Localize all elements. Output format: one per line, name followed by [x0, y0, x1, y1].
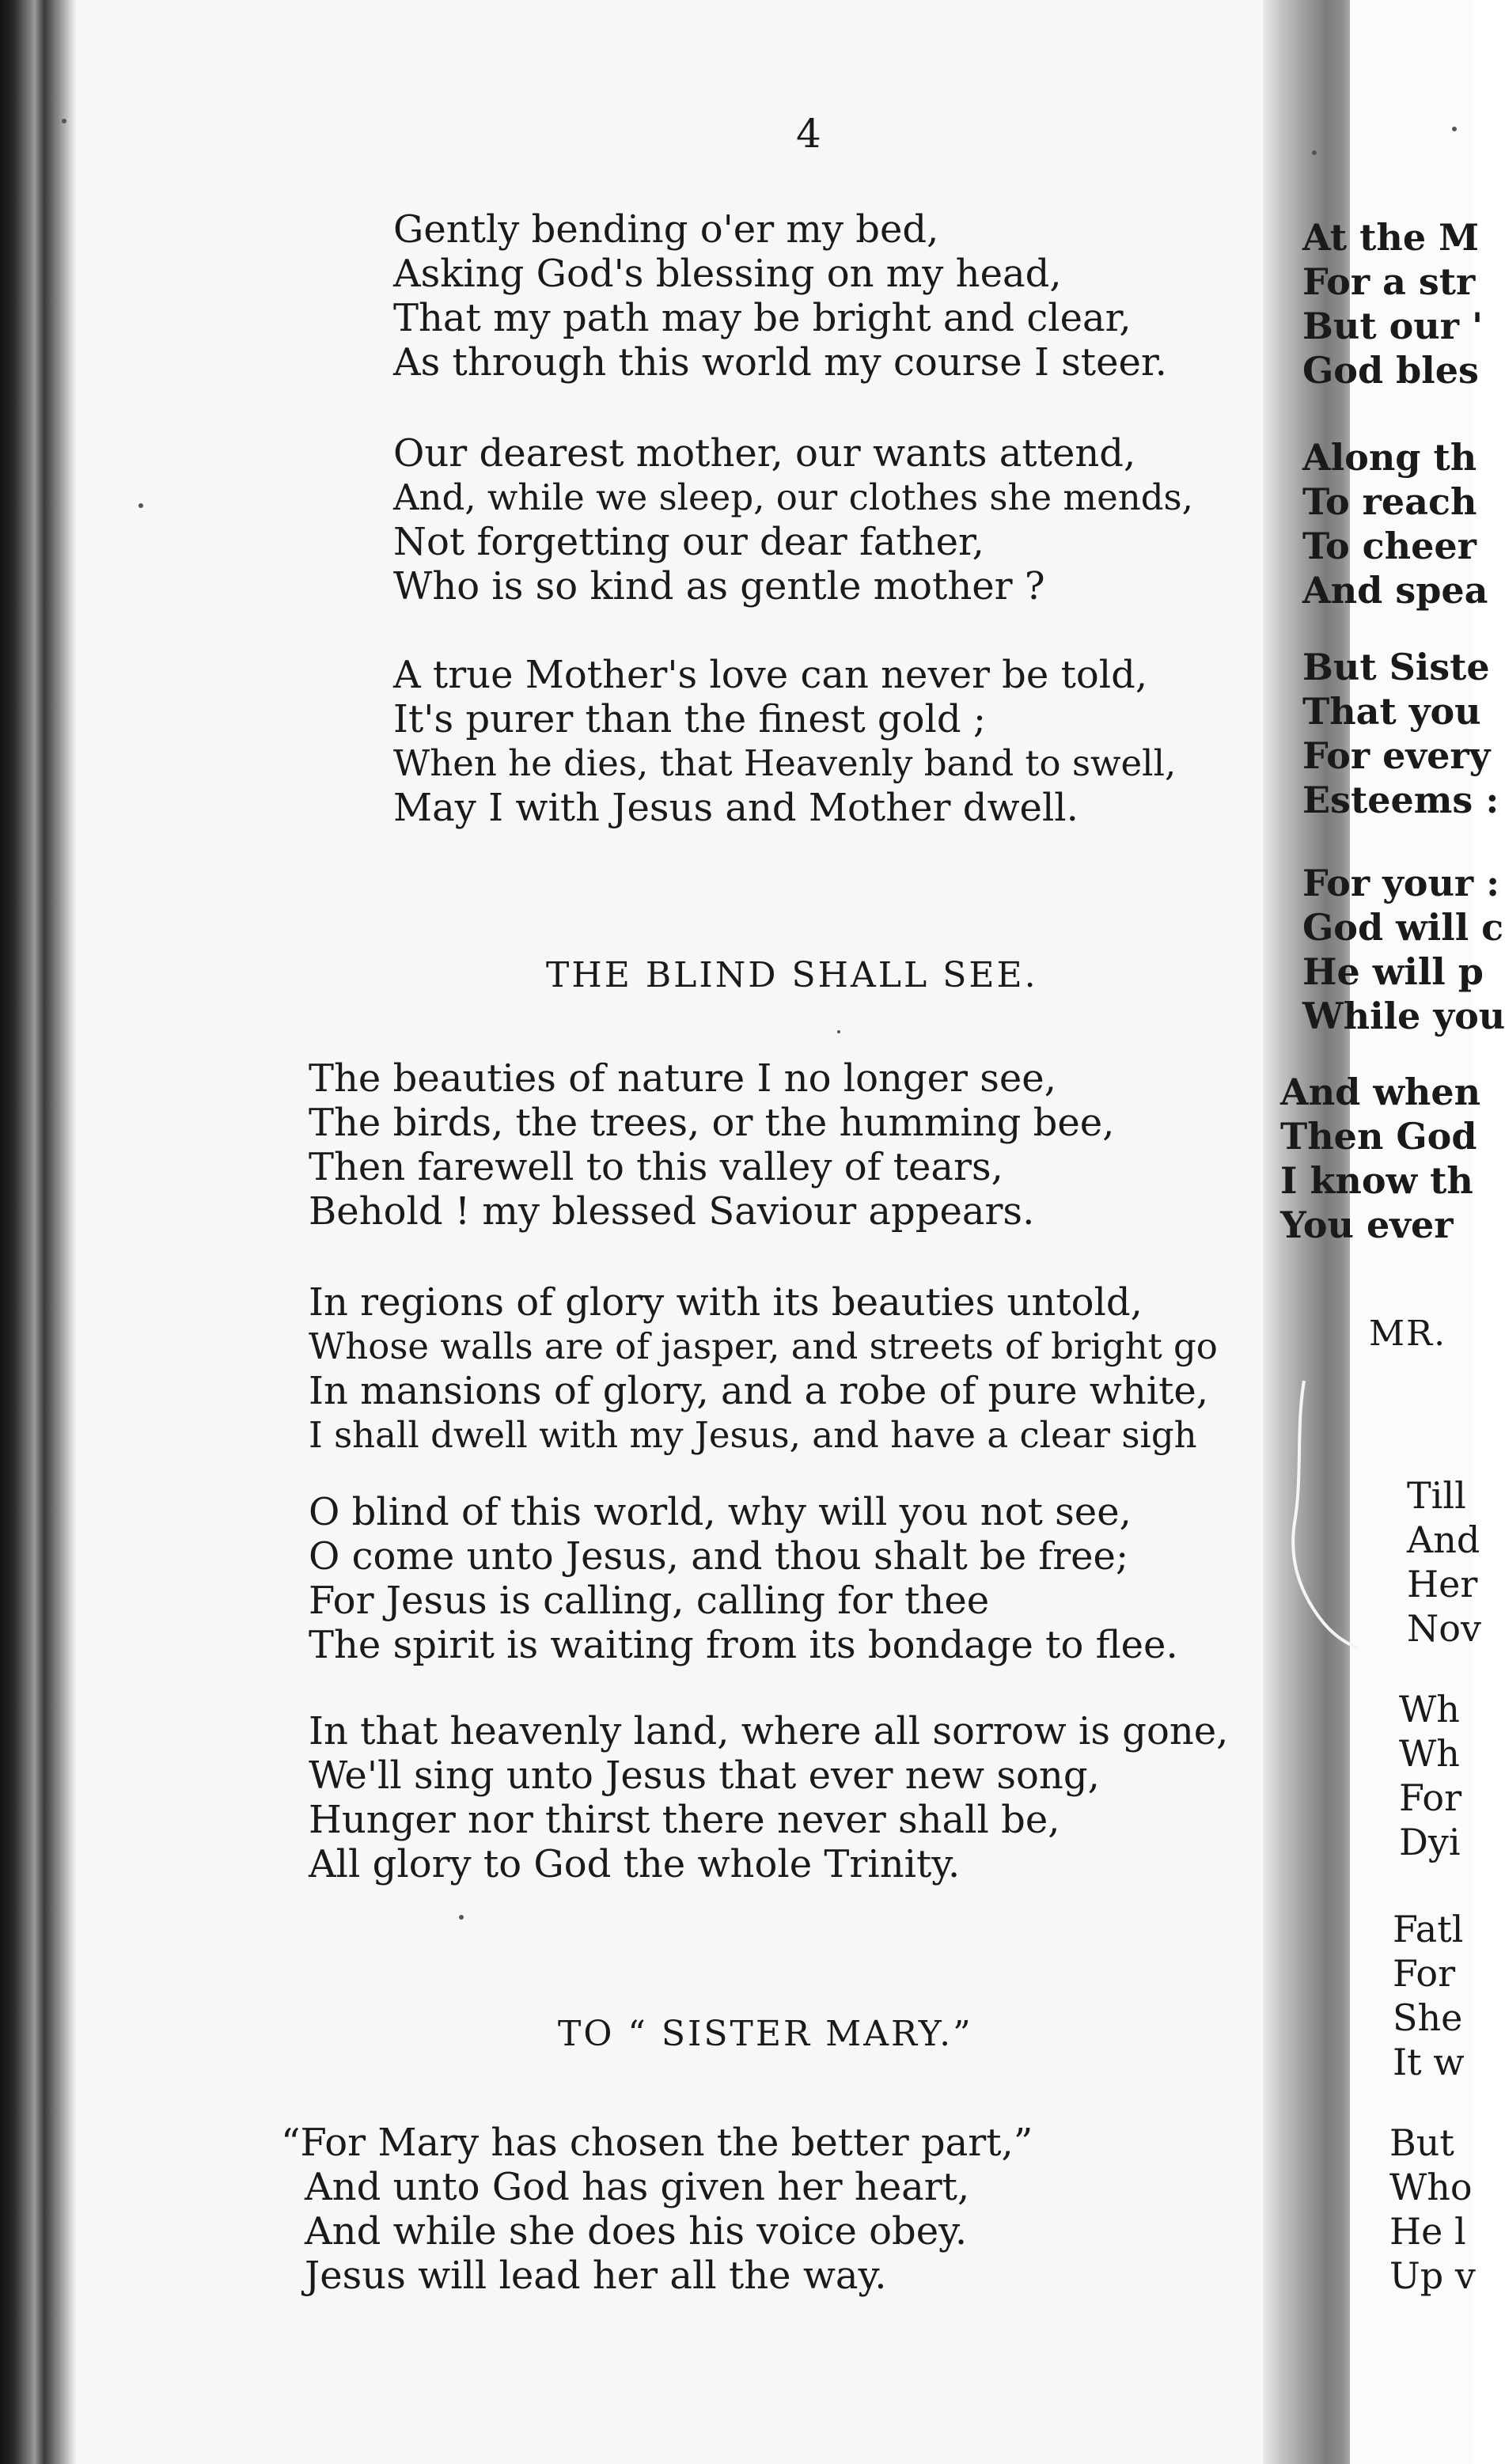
right-page-stanza [1302, 861, 1505, 1038]
poem-line: The birds, the trees, or the humming bee, [309, 1101, 1115, 1145]
poem-line: Who is so kind as gentle mother ? [393, 564, 1045, 608]
right-page-line: It w [1393, 2041, 1465, 2083]
right-page-line: Who [1389, 2166, 1473, 2208]
poem-line: Whose walls are of jasper, and streets of bright go [309, 1325, 1218, 1367]
poem-line: Asking God's blessing on my head, [393, 252, 1062, 296]
right-page-line: Along th [1302, 436, 1477, 479]
right-page-line: Wh [1399, 1688, 1460, 1730]
poem-line: As through this world my course I steer. [393, 340, 1167, 385]
right-page-line: She [1393, 1996, 1463, 2039]
right-page-line: You ever [1280, 1204, 1454, 1246]
page-number: 4 [796, 111, 821, 157]
right-page-line: For every [1302, 734, 1491, 777]
right-page-line: Fatl [1393, 1908, 1464, 1950]
right-page-line: To cheer [1302, 525, 1477, 567]
poem-line: “For Mary has chosen the better part,” [281, 2121, 1033, 2165]
right-page-line: For [1399, 1776, 1462, 1819]
right-page-line: I know th [1280, 1159, 1473, 1202]
poem-line: Gently bending o'er my bed, [393, 207, 939, 252]
right-page-line: Till [1407, 1474, 1466, 1517]
poem-line: We'll sing unto Jesus that ever new song, [309, 1753, 1100, 1798]
poem-stanza [393, 653, 1176, 830]
poem-stanza [309, 1056, 1114, 1234]
right-page-line: Then God [1280, 1115, 1477, 1158]
poem-line: May I with Jesus and Mother dwell. [393, 786, 1079, 830]
right-page-line: To reach [1302, 480, 1477, 523]
poem-line: And while she does his voice obey. [305, 2209, 968, 2254]
poem-title: THE BLIND SHALL SEE. [546, 955, 1038, 995]
right-page-line: But Siste [1302, 646, 1490, 688]
right-page-stanza [1280, 1070, 1480, 1247]
right-page-line: God will c [1302, 906, 1504, 949]
right-page-line: At the M [1302, 216, 1480, 259]
poem-line: Jesus will lead her all the way. [305, 2254, 887, 2298]
poem-line: Our dearest mother, our wants attend, [393, 431, 1136, 476]
speck [138, 503, 143, 508]
right-page-line: Up v [1389, 2254, 1476, 2297]
right-page-line: Esteems : [1302, 779, 1499, 821]
poem-line: O come unto Jesus, and thou shalt be free; [309, 1534, 1129, 1579]
poem-title: TO “ SISTER MARY.” [558, 2014, 973, 2054]
book-binding-edge [0, 0, 76, 2464]
poem-line: The spirit is waiting from its bondage to flee. [309, 1623, 1178, 1667]
right-page-stanza [1302, 645, 1499, 822]
poem-stanza [281, 2121, 1033, 2298]
right-page-stanza [1407, 1473, 1481, 1651]
right-page-line: God bles [1302, 349, 1479, 392]
speck [62, 119, 66, 123]
poem-line: And, while we sleep, our clothes she mends, [393, 476, 1193, 518]
poem-line: It's purer than the finest gold ; [393, 697, 987, 741]
right-page-line: But our ' [1302, 305, 1484, 347]
poem-line: Not forgetting our dear father, [393, 520, 984, 564]
right-page-line: And when [1280, 1071, 1481, 1113]
paper-tear-mark [1288, 1381, 1359, 1650]
poem-stanza [309, 1490, 1178, 1667]
right-page-line: And [1407, 1518, 1480, 1561]
right-page-line: Dyi [1399, 1821, 1461, 1863]
poem-line: A true Mother's love can never be told, [393, 653, 1148, 697]
poem-line: In regions of glory with its beauties untold, [309, 1280, 1143, 1325]
poem-line: I shall dwell with my Jesus, and have a clear sigh [309, 1414, 1197, 1456]
poem-line: O blind of this world, why will you not see, [309, 1490, 1132, 1534]
poem-line: When he dies, that Heavenly band to swell, [393, 742, 1177, 784]
right-page-heading: MR. [1369, 1314, 1447, 1354]
right-page-stanza [1302, 435, 1488, 612]
poem-stanza [309, 1709, 1228, 1886]
poem-stanza [309, 1280, 1218, 1458]
right-page-line: He will p [1302, 950, 1484, 993]
poem-line: Then farewell to this valley of tears, [309, 1145, 1003, 1189]
poem-line: The beauties of nature I no longer see, [309, 1056, 1056, 1101]
poem-line: In that heavenly land, where all sorrow is gone, [309, 1709, 1229, 1753]
speck [1452, 127, 1457, 131]
right-page-line: For your : [1302, 862, 1500, 904]
right-page-line: For a str [1302, 260, 1476, 303]
right-page-line: That you [1302, 690, 1481, 733]
poem-line: And unto God has given her heart, [305, 2165, 970, 2209]
right-page-line: But [1389, 2121, 1454, 2164]
right-page-stanza [1389, 2121, 1476, 2298]
right-page-line: For [1393, 1952, 1456, 1995]
right-page-line: Wh [1399, 1732, 1460, 1775]
poem-line: Behold ! my blessed Saviour appears. [309, 1189, 1035, 1234]
right-page-line: And spea [1302, 569, 1488, 612]
poem-line: That my path may be bright and clear, [393, 296, 1132, 340]
right-page-line: While you [1302, 995, 1505, 1037]
right-page-line: He l [1389, 2210, 1466, 2253]
right-page-line: Her [1407, 1563, 1478, 1605]
speck [837, 1030, 840, 1033]
right-page-stanza [1399, 1687, 1461, 1864]
poem-line: For Jesus is calling, calling for thee [309, 1579, 990, 1623]
poem-stanza [393, 431, 1193, 608]
right-page-line: Nov [1407, 1607, 1481, 1650]
speck [459, 1915, 464, 1920]
right-page-stanza [1302, 215, 1483, 392]
poem-stanza [393, 207, 1167, 385]
speck [1312, 150, 1317, 155]
poem-line: Hunger nor thirst there never shall be, [309, 1798, 1060, 1842]
poem-line: In mansions of glory, and a robe of pure white, [309, 1369, 1209, 1413]
poem-line: All glory to God the whole Trinity. [309, 1842, 961, 1886]
right-page-stanza [1393, 1907, 1465, 2084]
